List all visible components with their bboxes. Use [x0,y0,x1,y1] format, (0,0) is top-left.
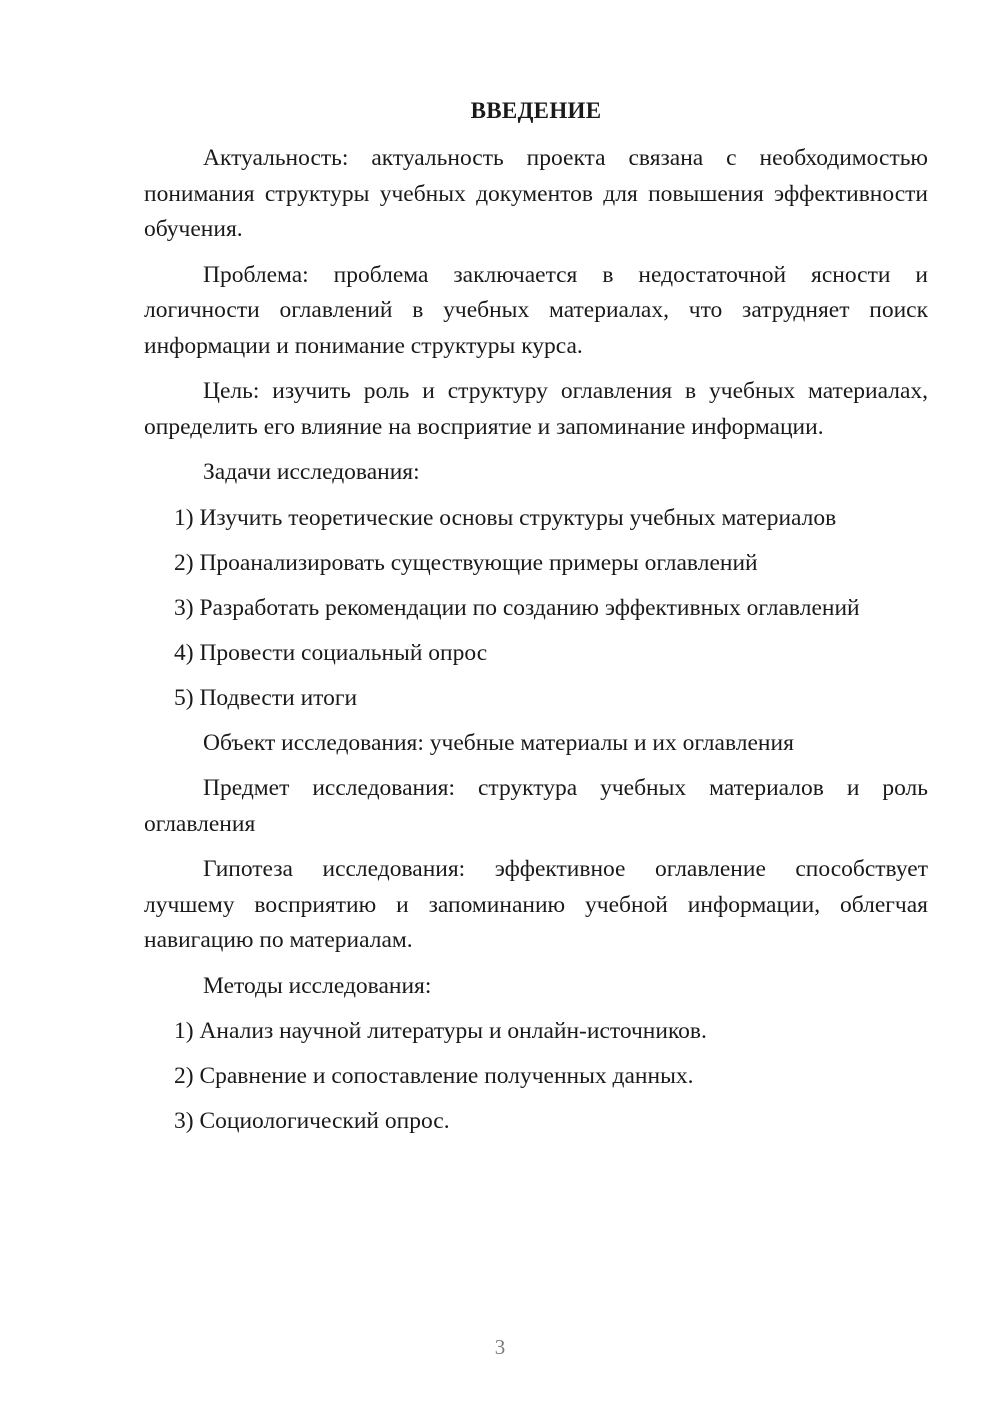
task-item: 1) Изучить теоретические основы структуры учебных материалов [174,504,837,531]
document-body [144,141,928,1149]
relevance-paragraph: Актуальность: актуальность проекта связана с необходимостью понимания структуры учебных документов для повышения эффективности обучения. [144,145,928,242]
tasks-title: Задачи исследования: [203,459,420,485]
methods-title: Методы исследования: [203,972,432,999]
object-paragraph: Объект исследования: учебные материалы и их оглавления [203,729,794,756]
subject-paragraph: Предмет исследования: структура учебных материалов и роль оглавления [144,775,928,837]
problem-paragraph: Проблема: проблема заключается в недостаточной ясности и логичности оглавлений в учебных материалах, что затрудняет поиск информации и понимание структуры курса. [144,261,928,359]
task-item: 5) Подвести итоги [174,684,358,711]
goal-paragraph: Цель: изучить роль и структуру оглавления в учебных материалах, определить его влияние на восприятие и запоминание информации. [144,378,928,440]
task-item: 4) Провести социальный опрос [174,639,488,666]
method-item: 2) Сравнение и сопоставление полученных данных. [174,1063,694,1089]
hypothesis-paragraph: Гипотеза исследования: эффективное оглавление способствует лучшему восприятию и запоминанию учебной информации, облегчая навигацию по материалам. [144,856,928,953]
section-heading: ВВЕДЕНИЕ [470,98,602,123]
task-item: 3) Разработать рекомендации по созданию эффективных оглавлений [174,594,860,621]
method-item: 3) Социологический опрос. [174,1108,450,1134]
method-item: 1) Анализ научной литературы и онлайн-источников. [174,1018,707,1044]
task-item: 2) Проанализировать существующие примеры оглавлений [174,549,758,576]
page-number: 3 [494,1335,506,1359]
